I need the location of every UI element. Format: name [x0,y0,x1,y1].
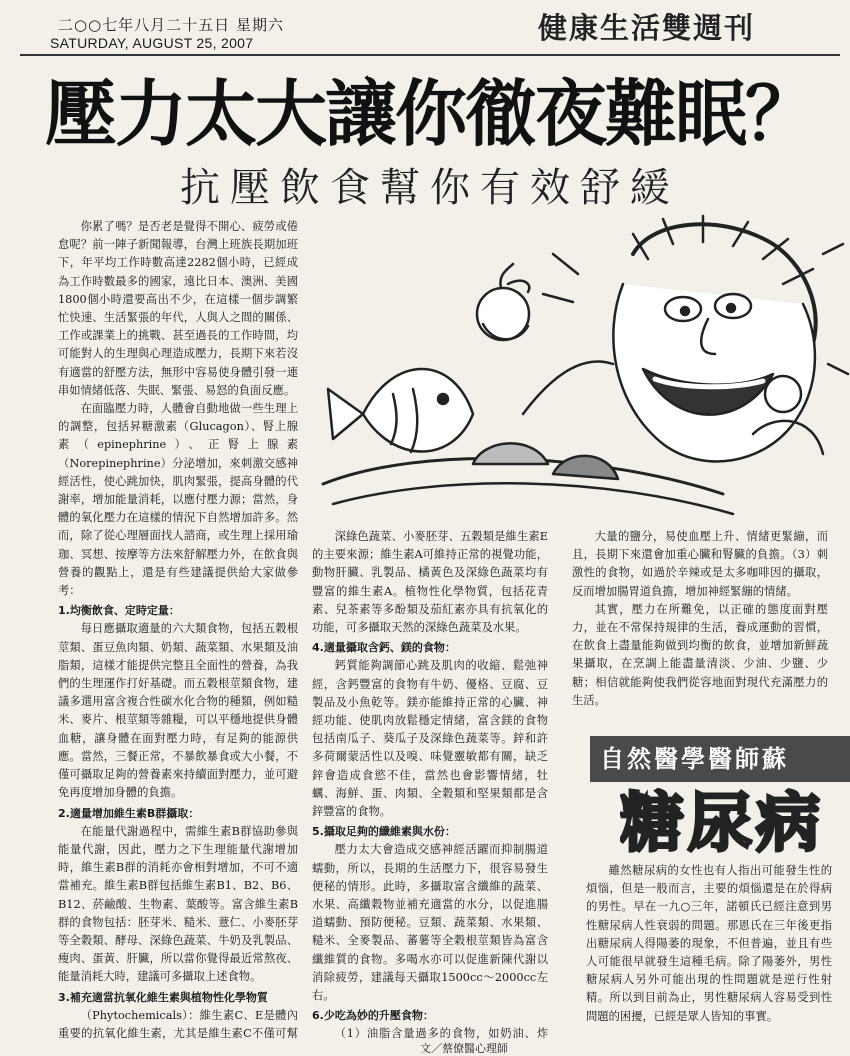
sidebar-title: 糖尿病 [620,788,824,860]
section-heading: 6.少吃為妙的升壓食物： [312,1009,434,1023]
byline: 文／蔡僚醫心理師 [420,1042,508,1055]
paragraph: 壓力太大會造成交感神經活躍而抑制腸道蠕動，所以，長期的生活壓力下，很容易發生便秘的情形。此時，多攝取富含纖維的蔬菜、水果、高纖穀物並補充適當的水分，以促進腸道蠕動、預防便秘。豆類、蔬菜類、水果類、糙米、全麥製品、蕃薯等全穀根莖類皆為富含纖維質的食物。多喝水亦可以促進新陳代謝以消除疲勞，建議每天攝取1500cc～2000cc左右。 [312,843,548,1003]
paragraph: 你累了嗎？是否老是覺得不開心、疲勞或倦怠呢？前一陣子新聞報導，台灣上班族長期加班下，年平均工作時數高達2282個小時，已經成為工作時數最多的國家，遠比日本、澳洲、美國1800個小時還要高出不少，在這樣一個步調繁忙快速、生活緊張的年代，人與人之間的關係、工作或課業上的挑戰、甚至過長的工作時間，均可能對人的生理與心理造成壓力，長期下來若沒有適當的舒壓方法，無形中容易使身體引發一連串如情緒低落、失眠、緊張、易怒的負面反應。 [58,220,298,397]
paragraph: 在面臨壓力時，人體會自動地做一些生理上的調整，包括昇糖激素（Glucagon）、腎上腺素（epinephrine）、正腎上腺素（Norepinephrine）分泌增加，來刺激交感神經活性，使心跳加快，肌肉緊張，提高身體的代謝率，增加能量消耗，以應付壓力源；當然，身體的氧化壓力在這樣的情況下自然增加許多。然而，除了從心理層面找人諮商，或生理上採用瑜珈、冥想、按摩等方法來舒解壓力外，在飲食與營養的觀點上，還是有些建議提供給大家做參考： [58,402,298,598]
paragraph: 其實，壓力在所難免，以正確的態度面對壓力，並在不常保持規律的生活，養成運動的習慣，在飲食上盡量能夠做到均衡的飲食，並增加新鮮蔬果攝取，在烹調上能盡量清淡、少油、少鹽、少糖；相信就能夠使我們從容地面對現代充滿壓力的生活。 [572,602,828,707]
paragraph: 深綠色蔬菜、小麥胚芽、五穀類是維生素E的主要來源；維生素A可維持正常的視覺功能，動物肝臟、乳製品、橘黃色及深綠色蔬菜均有豐富的維生素A。植物性化學物質，包括花青素、兒茶素等多酚類及茄紅素亦具有抗氧化的功能，可多攝取天然的深綠色蔬菜及水果。 [312,530,548,635]
cartoon-illustration [303,214,850,524]
date-english: SATURDAY, AUGUST 25, 2007 [50,35,254,51]
paragraph: 在能量代謝過程中，需維生素B群協助參與能量代謝，因此，壓力之下生理能量代謝增加時，維生素B群的消耗亦會相對增加，不可不適當補充。維生素B群包括維生素B1、B2、B6、B12、菸鹼酸、生物素、葉酸等。富含維生素B群的食物包括：胚芽米、糙米、薏仁、小麥胚芽等全穀類、酵母、深綠色蔬菜、牛奶及乳製品、瘦肉、蛋黃、肝臟，所以當你覺得最近常熬夜、能量消耗大時，建議可多攝取上述食物。 [58,824,298,984]
section-heading: 1.均衡飲食、定時定量： [58,604,180,618]
paragraph: （Phytochemicals）：維生素C、E是體內重要的抗氧化維生素，尤其是維生素C不僅可幫 [58,1008,298,1040]
paragraph: 鈣質能夠調節心跳及肌肉的收縮、鬆弛神經，含鈣豐富的食物有牛奶、優格、豆腐、豆製品及小魚乾等。鎂亦能維持正常的心臟、神經功能、使肌肉放鬆穩定情緒，富含鎂的食物包括南瓜子、葵瓜子及深綠色蔬菜等。鋅和許多荷爾蒙活性以及嗅、味覺靈敏都有關，缺乏鋅會造成食慾不佳，當然也會影響情緒，牡蠣、海鮮、蛋、肉類、全穀類和堅果類都是含鋅豐富的食物。 [312,659,548,819]
article-column-2 [312,528,548,1044]
headline: 壓力太大讓你徹夜難眠？ [44,72,815,156]
paragraph: 大量的鹽分，易使血壓上升、情緒更緊繃，而且，長期下來還會加重心臟和腎臟的負擔。（3）刺激性的食物，如過於辛辣或是太多咖啡因的攝取，反而增加腸胃道負擔，增加神經緊繃的情緒。 [572,530,828,598]
illustration-stressed-eater [303,214,850,524]
date-chinese: 二○○七年八月二十五日 星期六 [58,16,284,34]
section-heading: 3.補充適當抗氧化維生素與植物性化學物質 [58,990,268,1004]
section-title: 健康生活雙週刊 [538,11,756,45]
section-heading: 2.適量增加維生素B群攝取： [58,806,200,820]
section-heading: 4.適量攝取含鈣、鎂的食物： [312,641,456,655]
paragraph: （1）油脂含量過多的食物，如奶油、炸 [334,1027,548,1041]
subheadline: 抗壓飲食幫你有效舒緩 [180,165,680,211]
article-column-3 [572,528,828,718]
sidebar-body [586,862,832,1042]
section-heading: 5.攝取足夠的纖維素與水份： [312,825,456,839]
paragraph: 每日應攝取適量的六大類食物，包括五穀根莖類、蛋豆魚肉類、奶類、蔬菜類、水果類及油脂類，這樣才能提供完整且全面性的營養，為我們的生理運作打好基礎。而五穀根莖類食物，建議多選用富含複合性碳水化合物的種類，例如糙米、麥片、根莖類等雜糧，可以平穩地提供身體血糖，讓身體在面對壓力時，有足夠的能源供應。當然，三餐正常，不暴飲暴食或大小餐，不僅可攝取足夠的營養素來持續面對壓力，並可避免再度增加身體的負擔。 [58,622,298,800]
sidebar-paragraph: 雖然糖尿病的女性也有人指出可能發生性的煩惱，但是一般而言，主要的煩惱還是在於得病的男性。早在一九○三年，諾頓氏已經注意到男性糖尿病人性衰弱的問題。那恩氏在三年後更指出糖尿病人得陽萎的現象，不但普遍，並且有些人可能很早就發生這種毛病。除了陽萎外，男性糖尿病人另外可能出現的性問題就是逆行性射精。所以到目前為止，男性糖尿病人容易受到性問題的困擾，已經是眾人皆知的事實。 [586,864,832,1023]
sidebar-banner: 自然醫學醫師蘇 [590,736,850,782]
article-column-1 [58,218,298,1044]
masthead-divider [20,54,840,56]
